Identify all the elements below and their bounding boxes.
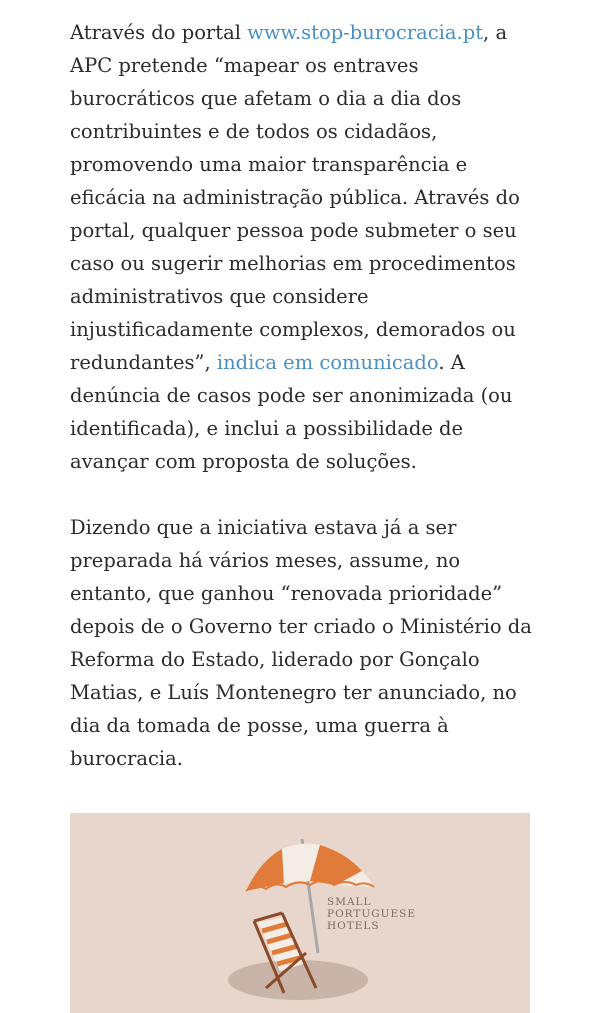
small-portuguese-hotels-ad[interactable] bbox=[70, 813, 530, 1013]
article-paragraph: Dizendo que a iniciativa estava já a ser preparada há vários meses, assume, no entanto, que ganhou “renovada prioridade” depois de o Governo ter criado o Ministério da Reforma do Estado, liderado por Gonçalo Matias, e Luís Montenegro ter anunciado, no dia da tomada de posse, uma guerra à burocracia. bbox=[70, 516, 532, 770]
umbrella-icon bbox=[246, 844, 374, 891]
hotel-logo-text bbox=[327, 896, 416, 932]
article-paragraph bbox=[70, 16, 540, 478]
paragraph-text: Através do portal bbox=[70, 21, 248, 44]
beach-illustration bbox=[70, 813, 530, 1013]
ground-shadow bbox=[228, 960, 368, 1000]
paragraph-text: , a APC pretende “mapear os entraves burocráticos que afetam o dia a dia dos contribuintes e de todos os cidadãos, promovendo uma maior transparência e eficácia na administração pública. Através do portal, qualquer pessoa pode submeter o seu caso ou sugerir melhorias em procedimentos administrativos que considere injustificadamente complexos, demorados ou redundantes”, bbox=[70, 21, 520, 374]
article-body bbox=[70, 16, 540, 775]
press-release-link[interactable]: indica em comunicado bbox=[216, 351, 439, 374]
paragraph-text: . A denúncia de casos pode ser anonimizada (ou identificada), e inclui a possibilidade de avançar com proposta de soluções. bbox=[70, 351, 513, 473]
logo-line: SMALL bbox=[327, 896, 372, 908]
logo-line: HOTELS bbox=[327, 920, 380, 932]
logo-line: PORTUGUESE bbox=[327, 908, 417, 920]
stop-burocracia-link[interactable]: www.stop-burocracia.pt bbox=[247, 21, 484, 44]
